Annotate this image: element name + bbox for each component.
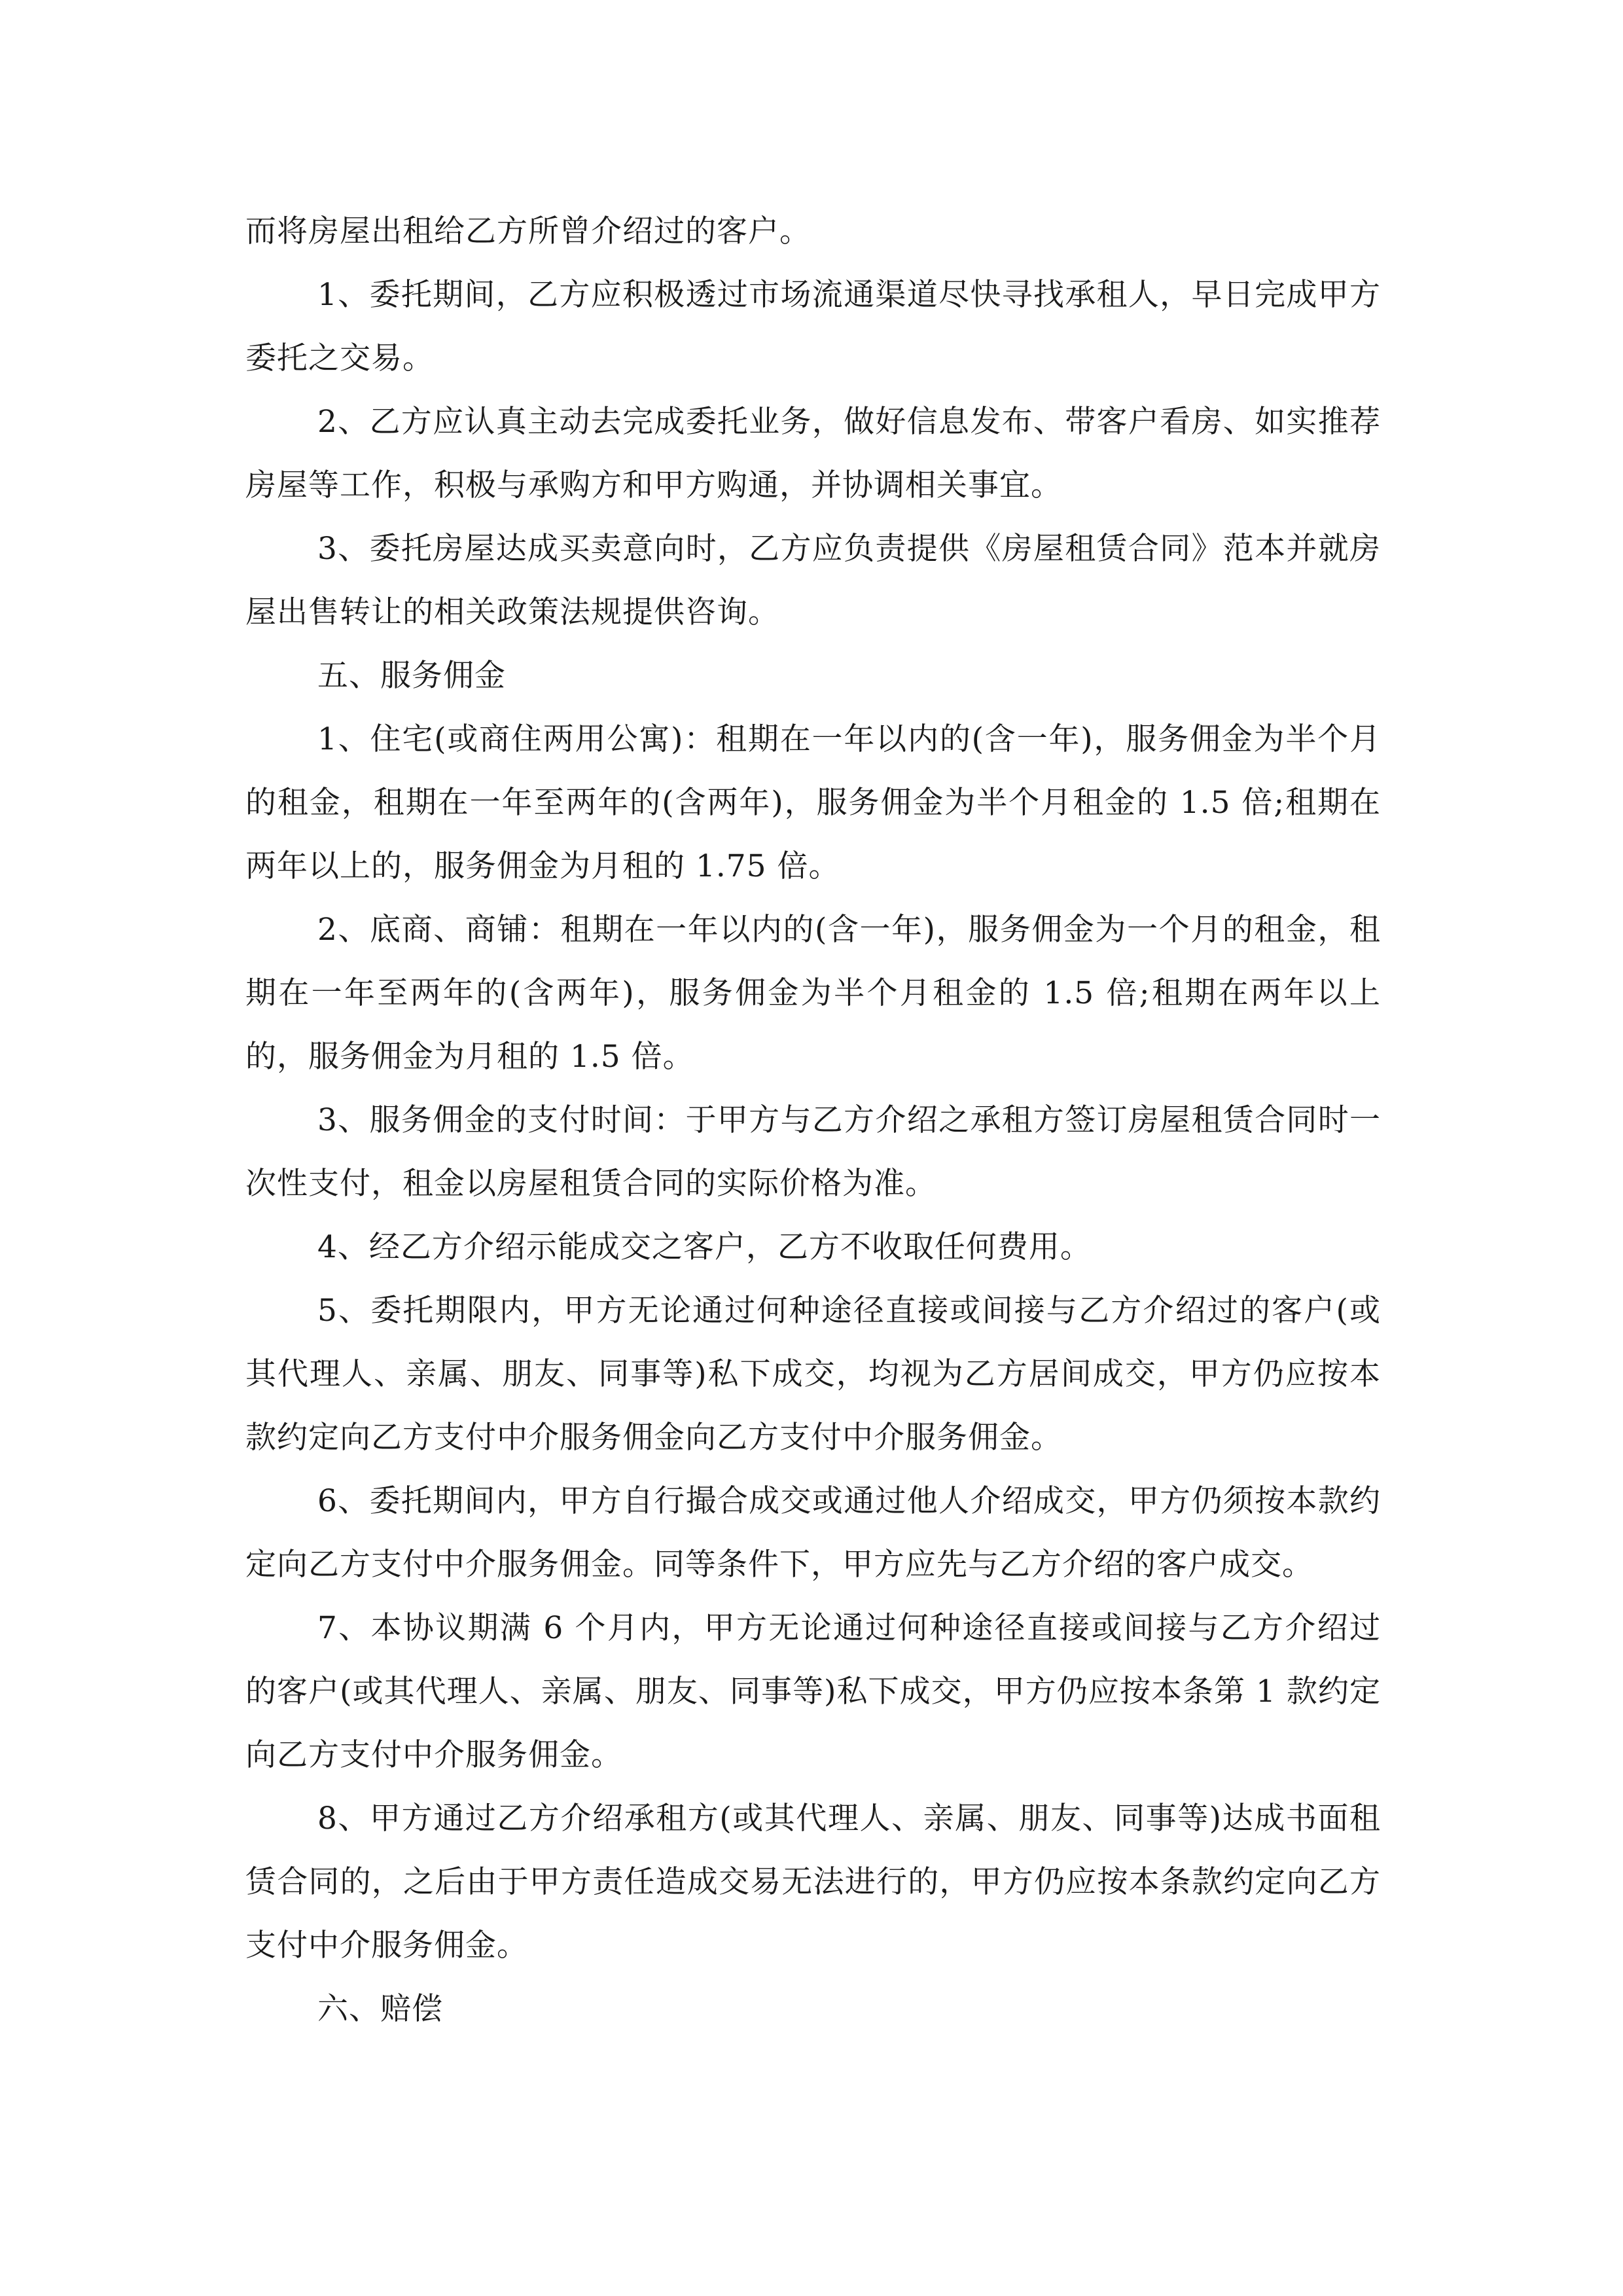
clause-5-8: 8、甲方通过乙方介绍承租方(或其代理人、亲属、朋友、同事等)达成书面租赁合同的，之后由于甲方责任造成交易无法进行的，甲方仍应按本条款约定向乙方支付中介服务佣金。	[245, 1801, 1381, 1964]
clause-5-1: 1、住宅(或商住两用公寓)：租期在一年以内的(含一年)，服务佣金为半个月的租金，租期在一年至两年的(含两年)，服务佣金为半个月租金的 1.5 倍;租期在两年以上的，服务佣金为月租的 1.75 倍。	[245, 721, 1381, 884]
clause-5-4: 4、经乙方介绍示能成交之客户，乙方不收取任何费用。	[317, 1229, 1092, 1265]
clause-5-2: 2、底商、商铺：租期在一年以内的(含一年)，服务佣金为一个月的租金，租期在一年至两年的(含两年)，服务佣金为半个月租金的 1.5 倍;租期在两年以上的，服务佣金为月租的 1.5 倍。	[245, 912, 1381, 1075]
paragraph-continuation: 而将房屋出租给乙方所曾介绍过的客户。	[245, 213, 811, 249]
clause-4-1: 1、委托期间，乙方应积极透过市场流通渠道尽快寻找承租人，早日完成甲方委托之交易。	[245, 277, 1381, 376]
document-body	[245, 200, 1381, 2041]
section-heading-compensation: 六、赔偿	[317, 1991, 443, 2027]
clause-4-3: 3、委托房屋达成买卖意向时，乙方应负责提供《房屋租赁合同》范本并就房屋出售转让的相关政策法规提供咨询。	[245, 531, 1381, 630]
section-heading-service-commission: 五、服务佣金	[317, 658, 506, 694]
clause-5-5: 5、委托期限内，甲方无论通过何种途径直接或间接与乙方介绍过的客户(或其代理人、亲属、朋友、同事等)私下成交，均视为乙方居间成交，甲方仍应按本款约定向乙方支付中介服务佣金向乙方支付中介服务佣金。	[245, 1293, 1381, 1456]
clause-5-3: 3、服务佣金的支付时间：于甲方与乙方介绍之承租方签订房屋租赁合同时一次性支付，租金以房屋租赁合同的实际价格为准。	[245, 1102, 1381, 1202]
clause-5-7: 7、本协议期满 6 个月内，甲方无论通过何种途径直接或间接与乙方介绍过的客户(或其代理人、亲属、朋友、同事等)私下成交，甲方仍应按本条第 1 款约定向乙方支付中介服务佣金。	[245, 1610, 1381, 1773]
clause-4-2: 2、乙方应认真主动去完成委托业务，做好信息发布、带客户看房、如实推荐房屋等工作，积极与承购方和甲方购通，并协调相关事宜。	[245, 404, 1381, 503]
clause-5-6: 6、委托期间内，甲方自行撮合成交或通过他人介绍成交，甲方仍须按本款约定向乙方支付中介服务佣金。同等条件下，甲方应先与乙方介绍的客户成交。	[245, 1483, 1381, 1583]
